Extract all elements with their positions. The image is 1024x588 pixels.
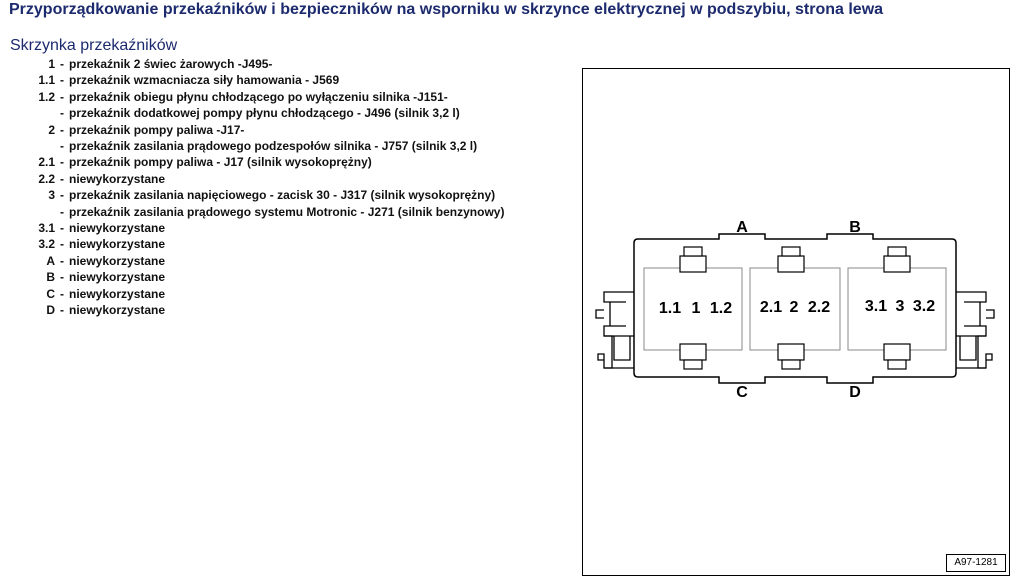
legend-item-dash: - — [60, 270, 64, 285]
legend-item-number: 1.1 — [38, 73, 55, 88]
legend-item-text: przekaźnik zasilania prądowego podzespołów silnika - J757 (silnik 3,2 l) — [69, 139, 478, 154]
legend-item-dash: - — [60, 122, 64, 137]
label-d: D — [849, 384, 861, 401]
legend-item-text: niewykorzystane — [69, 221, 166, 236]
legend-item-dash: - — [60, 237, 64, 252]
legend-item-number: C — [46, 286, 55, 301]
legend-item-number — [0, 204, 55, 220]
legend-item-dash: - — [60, 221, 64, 236]
legend-item-number: 2.2 — [38, 171, 55, 186]
slot-2-2-label: 2.2 — [807, 299, 831, 316]
figure-reference: A97-1281 — [946, 554, 1006, 572]
legend-item — [0, 138, 504, 154]
legend-item — [0, 72, 504, 88]
legend-item-text: niewykorzystane — [69, 253, 166, 268]
legend-item — [0, 122, 504, 138]
legend-item-number: D — [46, 303, 55, 318]
legend-item-dash: - — [60, 171, 64, 186]
legend-item-dash: - — [60, 106, 64, 121]
slot-1-2-label: 1.2 — [709, 300, 733, 317]
slot-3-2-label: 3.2 — [912, 298, 936, 315]
legend-item-dash: - — [60, 57, 64, 71]
page-title: Przyporządkowanie przekaźników i bezpieczników na wsporniku w skrzynce elektrycznej w podszybiu, strona lewa — [9, 1, 884, 18]
slot-1-label: 1 — [691, 300, 701, 317]
legend-item — [0, 269, 504, 285]
relay-box-diagram — [582, 68, 1010, 576]
legend-item-text: przekaźnik zasilania prądowego systemu Motronic - J271 (silnik benzynowy) — [69, 204, 505, 219]
legend-item-dash: - — [60, 303, 64, 318]
legend-item-number — [0, 138, 55, 154]
legend-item-text: niewykorzystane — [69, 303, 166, 318]
legend-item — [0, 154, 504, 170]
legend-item-number: B — [46, 270, 55, 285]
legend-item — [0, 204, 504, 220]
legend-item-number: 3.2 — [38, 237, 55, 252]
legend-item — [0, 187, 504, 203]
legend-item-number: 2.1 — [38, 155, 55, 170]
legend-item — [0, 286, 504, 302]
label-b: B — [849, 219, 861, 236]
legend-item-number — [0, 105, 55, 121]
legend-item-dash: - — [60, 155, 64, 170]
legend-item-number: 2 — [48, 122, 55, 137]
slot-3-label: 3 — [895, 298, 905, 315]
legend-item — [0, 171, 504, 187]
label-a: A — [736, 219, 748, 236]
legend-item-text: przekaźnik wzmacniacza siły hamowania - J569 — [69, 73, 340, 88]
legend-item-number: 3.1 — [38, 221, 55, 236]
slot-2-1-label: 2.1 — [759, 299, 783, 316]
legend-item-text: niewykorzystane — [69, 171, 166, 186]
legend-item-dash: - — [60, 139, 64, 154]
legend-item — [0, 236, 504, 252]
legend-item — [0, 89, 504, 105]
legend-item-number: 3 — [48, 188, 55, 203]
legend-list — [0, 56, 504, 319]
legend-item-text: niewykorzystane — [69, 237, 166, 252]
legend-item-number: A — [46, 253, 55, 268]
legend-item-number: 1 — [48, 57, 55, 71]
legend-item-text: niewykorzystane — [69, 270, 166, 285]
legend-item-dash: - — [60, 188, 64, 203]
slot-3-1-label: 3.1 — [864, 298, 888, 315]
legend-item — [0, 253, 504, 269]
slot-1-1-label: 1.1 — [658, 300, 682, 317]
legend-item-text: przekaźnik zasilania napięciowego - zacisk 30 - J317 (silnik wysokoprężny) — [69, 188, 496, 203]
legend-item — [0, 56, 504, 72]
legend-item-dash: - — [60, 89, 64, 104]
legend-item-dash: - — [60, 73, 64, 88]
legend-item-dash: - — [60, 253, 64, 268]
legend-item-text: niewykorzystane — [69, 286, 166, 301]
legend-item — [0, 220, 504, 236]
legend-item-dash: - — [60, 286, 64, 301]
section-subtitle: Skrzynka przekaźników — [10, 37, 178, 54]
legend-item-text: przekaźnik pompy paliwa -J17- — [69, 122, 245, 137]
legend-item-text: przekaźnik dodatkowej pompy płynu chłodzącego - J496 (silnik 3,2 l) — [69, 106, 460, 121]
slot-2-label: 2 — [789, 299, 799, 316]
label-c: C — [736, 384, 748, 401]
legend-item-text: przekaźnik 2 świec żarowych -J495- — [69, 57, 273, 71]
legend-item-dash: - — [60, 204, 64, 219]
legend-item-text: przekaźnik obiegu płynu chłodzącego po wyłączeniu silnika -J151- — [69, 89, 448, 104]
legend-item — [0, 302, 504, 318]
legend-item — [0, 105, 504, 121]
legend-item-text: przekaźnik pompy paliwa - J17 (silnik wysokoprężny) — [69, 155, 372, 170]
legend-item-number: 1.2 — [38, 89, 55, 104]
